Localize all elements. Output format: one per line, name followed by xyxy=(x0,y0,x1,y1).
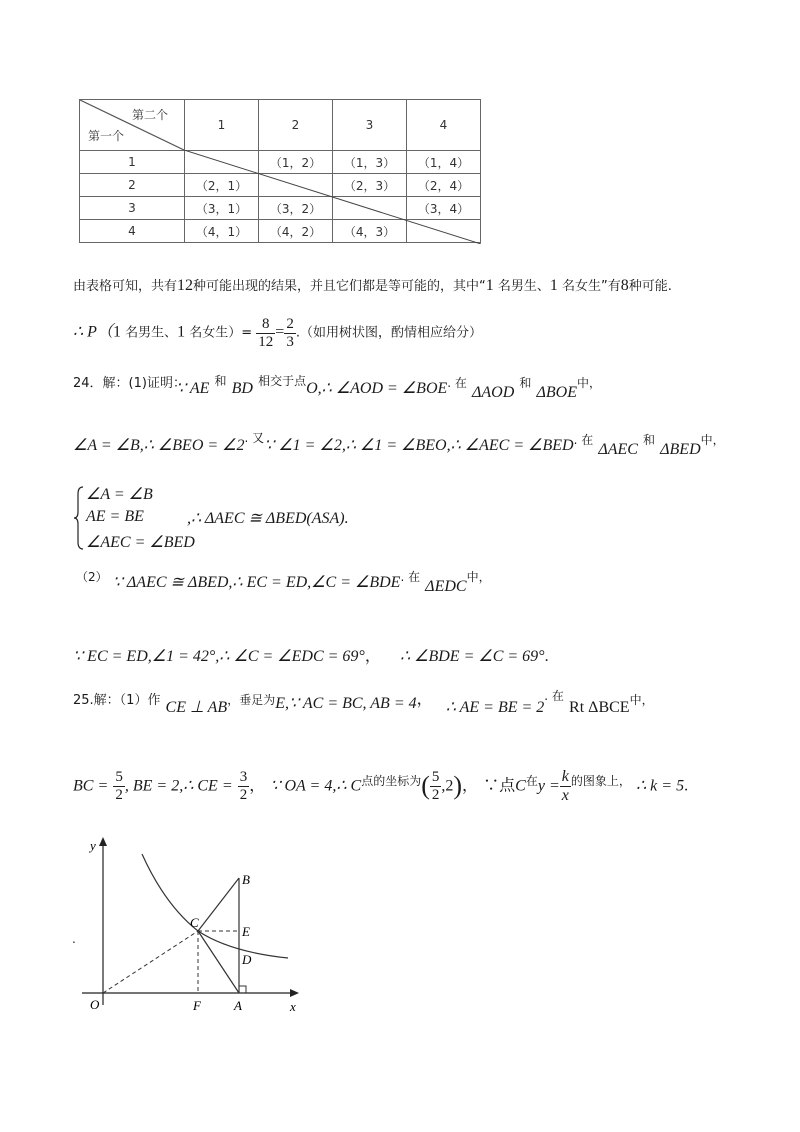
row-label: 3 xyxy=(80,197,185,220)
column-header: 4 xyxy=(407,100,481,151)
text: .（如用树状图，酌情相应给分） xyxy=(295,325,482,341)
math: ∵ ΔAEC ≅ ΔBED,∴ EC = ED,∠C = ∠BDE xyxy=(112,574,401,591)
text: 种可能. xyxy=(628,279,672,294)
fraction xyxy=(238,769,250,803)
table-cell: （4，3） xyxy=(333,220,407,243)
denominator: 2 xyxy=(431,786,440,803)
math: C xyxy=(515,777,526,795)
denominator: 2 xyxy=(239,786,248,803)
text: 中， xyxy=(466,570,491,584)
text: 的图象上， xyxy=(570,773,631,788)
x-axis-arrow-icon xyxy=(290,989,299,997)
text: ,2 xyxy=(441,777,454,795)
math: ∵ AE xyxy=(176,380,210,397)
point-f-label: F xyxy=(193,998,201,1013)
numerator: 5 xyxy=(115,769,123,786)
math: ∠A = ∠B,∴ ∠BEO = ∠2 xyxy=(73,437,245,454)
y-axis-arrow-icon xyxy=(99,837,107,846)
point-e-label: E xyxy=(242,924,250,939)
numerator: 5 xyxy=(431,769,440,786)
text: 25.解：（1）作 xyxy=(73,693,161,708)
text: 和 xyxy=(643,433,656,447)
text: 和 xyxy=(214,374,227,388)
table-cell: （4，2） xyxy=(259,220,333,243)
probability-line xyxy=(73,316,482,350)
point-b-label: B xyxy=(242,872,250,887)
number: 12 xyxy=(177,277,194,294)
q24-part2 xyxy=(76,570,491,595)
text: 中， xyxy=(700,433,725,447)
text: ∵点 xyxy=(483,777,516,795)
table-cell: （1，2） xyxy=(259,151,333,174)
column-header: 1 xyxy=(185,100,259,151)
fraction xyxy=(256,316,275,350)
math: ΔAOD xyxy=(472,384,515,401)
table-cell: （2，3） xyxy=(333,174,407,197)
number: 1 xyxy=(112,323,121,341)
numerator: 3 xyxy=(239,769,248,786)
segment-oc xyxy=(103,931,198,993)
text: = xyxy=(275,323,285,341)
text: . xyxy=(544,648,549,665)
point-c-label: C xyxy=(190,915,199,930)
fraction xyxy=(430,769,442,803)
denominator: 3 xyxy=(286,333,294,350)
text: 名男生、 xyxy=(120,325,178,341)
math: ∴ k = 5 xyxy=(635,777,685,795)
text: . 在 xyxy=(400,570,421,584)
table-cell: （4，1） xyxy=(185,220,259,243)
header-second: 第二个 xyxy=(131,108,168,122)
origin-label: O xyxy=(90,997,100,1012)
q25-line2: BC = $\frac{5}{2}$ , BE = 2,∴ CE = $\frac{3}{2}$ ， ∵ OA = 4,∴ $C^{点的坐标为}$( $\frac{5}{2}$ ,2)， ∵点$C^在y$ = $\frac{k}{x}$ $^{的图象上,}$ ∴ k = 5. xyxy=(73,768,689,804)
math: O,∴ ∠AOD = ∠BOE xyxy=(306,380,448,397)
math: ∴ AE = BE = 2 xyxy=(445,699,545,716)
math: BC = xyxy=(73,777,109,795)
table-cell: （3，4） xyxy=(407,197,481,220)
text: 名男生、 xyxy=(493,279,550,294)
math: ΔBOE xyxy=(536,384,577,401)
y-label: y xyxy=(90,838,96,853)
q24-line1 xyxy=(176,374,602,401)
row-label: 1 xyxy=(80,151,185,174)
point-a-label: A xyxy=(234,998,242,1013)
number: 1 xyxy=(177,323,186,341)
header-first: 第一个 xyxy=(88,129,125,143)
fraction xyxy=(113,769,125,803)
math: ∵ OA = 4,∴ C xyxy=(270,777,362,795)
text: . 在 xyxy=(447,376,467,390)
math: Rt ΔBCE xyxy=(569,699,630,716)
text: ，垂足为 xyxy=(227,693,276,707)
text: （2） xyxy=(76,570,108,584)
stray-dot: . xyxy=(72,932,76,946)
math: , BE = 2,∴ CE = xyxy=(124,777,233,795)
point-d-label: D xyxy=(242,952,252,967)
table-diagonal xyxy=(184,150,481,244)
fraction xyxy=(284,316,296,350)
q25-line1 xyxy=(73,686,654,716)
row-label: 2 xyxy=(80,174,185,197)
text: . 在 xyxy=(573,433,594,447)
text: . 又 xyxy=(244,431,265,445)
hyperbola-curve xyxy=(142,854,288,958)
hyperbola-graph xyxy=(70,830,310,1015)
table-cell: （2，4） xyxy=(407,174,481,197)
brace-icon xyxy=(73,486,85,550)
text: 在 xyxy=(525,773,538,788)
text: . 在 xyxy=(544,689,564,703)
text: 和 xyxy=(519,376,532,390)
math: E,∵ AC = BC, AB = 4 xyxy=(275,695,417,712)
segment-ac xyxy=(198,931,239,993)
text: 相交于点 xyxy=(258,374,307,388)
text: 名女生”有 xyxy=(557,279,621,294)
congruence-conclusion: ,∴ ΔAEC ≅ ΔBED(ASA). xyxy=(187,510,349,527)
row-label: 4 xyxy=(80,220,185,243)
table-corner-cell xyxy=(80,100,185,151)
denominator: x xyxy=(561,786,569,804)
system-eq-1: ∠A = ∠B xyxy=(86,486,153,503)
column-header: 3 xyxy=(333,100,407,151)
math: ΔEDC xyxy=(425,578,467,595)
text: 中， xyxy=(629,693,654,707)
table-cell: （3，1） xyxy=(185,197,259,220)
math: ∴ ∠BDE = ∠C = 69° xyxy=(399,648,545,665)
denominator: 2 xyxy=(115,786,123,803)
math: ΔBED xyxy=(660,441,701,458)
math: BD xyxy=(231,380,253,397)
table-cell: （1，3） xyxy=(333,151,407,174)
text: 名女生）= xyxy=(185,325,253,341)
system-eq-3: ∠AEC = ∠BED xyxy=(86,534,195,551)
text: ， xyxy=(364,648,381,665)
q24-label: 24．解：(1)证明： xyxy=(73,376,186,391)
right-angle-mark xyxy=(239,986,246,993)
math: CE ⊥ AB xyxy=(165,699,228,716)
number: 8 xyxy=(620,277,629,294)
summary-line xyxy=(73,275,672,295)
text: 由表格可知，共有 xyxy=(73,279,178,294)
math: ΔAEC xyxy=(598,441,638,458)
math: ∵ ∠1 = ∠2,∴ ∠1 = ∠BEO,∴ ∠AEC = ∠BED xyxy=(264,437,574,454)
system-eq-2: AE = BE xyxy=(86,508,144,525)
text: 种可能出现的结果，并且它们都是等可能的，其中“ xyxy=(193,279,486,294)
denominator: 12 xyxy=(258,333,274,350)
table-cell: （3，2） xyxy=(259,197,333,220)
q24-line3 xyxy=(73,643,549,666)
text: ， xyxy=(462,777,479,795)
math: ∵ EC = ED,∠1 = 42°,∴ ∠C = ∠EDC = 69° xyxy=(73,648,365,665)
q24-line2 xyxy=(73,431,725,458)
text: 点的坐标为 xyxy=(361,773,422,788)
text: ∴ P（ xyxy=(73,323,113,341)
numerator: k xyxy=(561,768,569,785)
fraction xyxy=(560,768,571,804)
text: ， xyxy=(249,777,266,795)
text: 中， xyxy=(577,376,602,390)
segment-bc xyxy=(198,878,239,931)
number: 1 xyxy=(549,277,558,294)
table-cell: （1，4） xyxy=(407,151,481,174)
number: 1 xyxy=(485,277,494,294)
numerator: 8 xyxy=(256,316,275,334)
math: y = xyxy=(537,777,560,795)
table-cell: （2，1） xyxy=(185,174,259,197)
x-label: x xyxy=(290,999,296,1014)
numerator: 2 xyxy=(286,316,294,332)
text: ， xyxy=(416,691,433,708)
column-header: 2 xyxy=(259,100,333,151)
text: . xyxy=(684,777,689,795)
